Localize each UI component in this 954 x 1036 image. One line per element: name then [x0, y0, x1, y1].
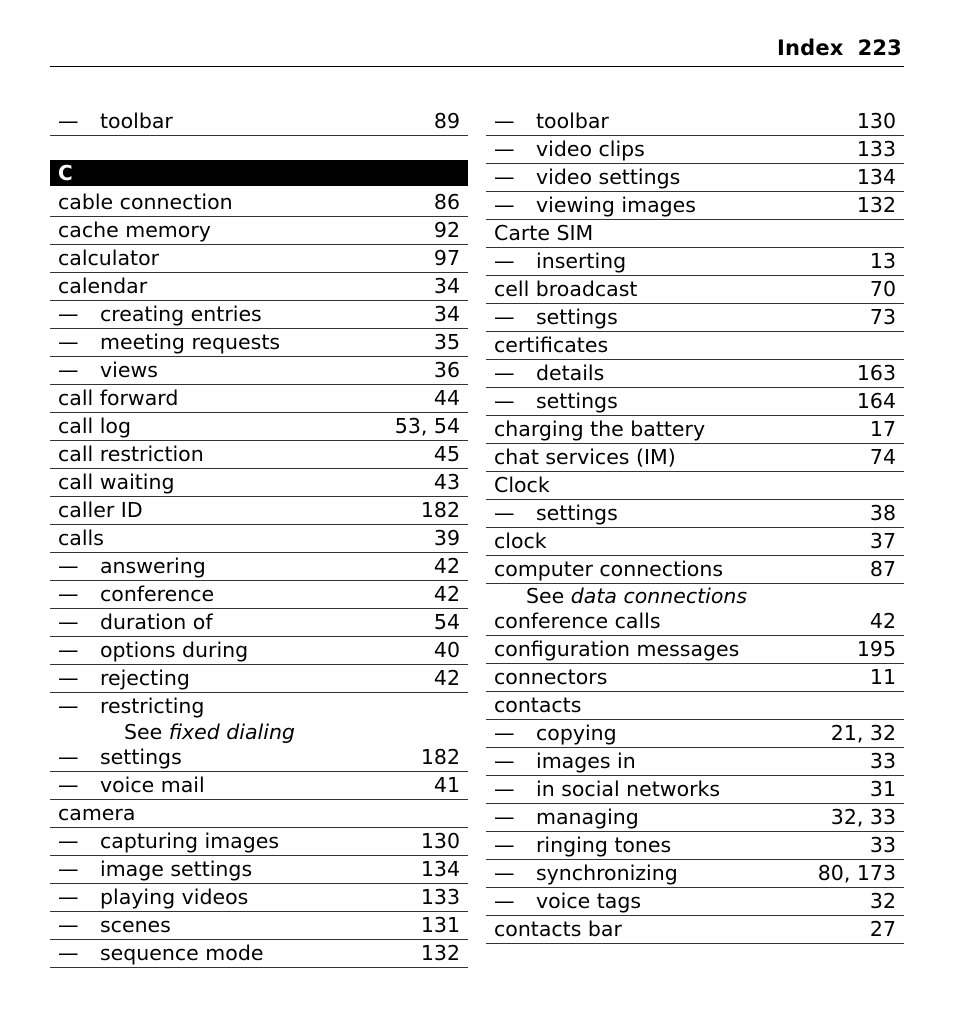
page-refs: 32, 33	[830, 805, 896, 829]
page-refs: 133	[420, 885, 460, 909]
index-term: conference	[100, 582, 215, 606]
page-refs: 130	[856, 109, 896, 133]
index-term: configuration messages	[494, 637, 740, 661]
subentry-dash: —	[58, 302, 79, 326]
page-refs: 70	[869, 277, 896, 301]
subentry-dash: —	[494, 777, 515, 801]
page-refs: 133	[856, 137, 896, 161]
index-term: in social networks	[536, 777, 721, 801]
index-subentry	[486, 388, 904, 416]
index-term: chat services (IM)	[494, 445, 676, 469]
index-term: charging the battery	[494, 417, 706, 441]
index-term: computer connections	[494, 557, 724, 581]
index-term: call waiting	[58, 470, 175, 494]
index-term: call forward	[58, 386, 179, 410]
page-refs: 130	[420, 829, 460, 853]
page-refs: 132	[856, 193, 896, 217]
index-subentry	[50, 329, 468, 357]
index-term: call restriction	[58, 442, 204, 466]
page-refs: 39	[433, 526, 460, 550]
index-term: cable connection	[58, 190, 233, 214]
page-number: 223	[857, 36, 902, 60]
index-term: voice tags	[536, 889, 642, 913]
index-term: Clock	[494, 473, 550, 497]
header-title: Index	[776, 36, 844, 60]
index-subentry	[50, 912, 468, 940]
page-refs: 164	[856, 389, 896, 413]
subentry-dash: —	[494, 137, 515, 161]
section-letter-bar: C	[50, 160, 468, 186]
index-subentry	[50, 772, 468, 800]
page-refs: 44	[433, 386, 460, 410]
index-entry	[486, 692, 904, 720]
page-refs: 132	[420, 941, 460, 965]
index-entry	[486, 528, 904, 556]
index-subentry	[486, 804, 904, 832]
index-subentry	[50, 856, 468, 884]
subentry-dash: —	[58, 941, 79, 965]
index-term: views	[100, 358, 158, 382]
see-reference	[486, 584, 904, 608]
index-term: meeting requests	[100, 330, 281, 354]
index-entry	[486, 636, 904, 664]
index-term: calendar	[58, 274, 148, 298]
subentry-dash: —	[494, 361, 515, 385]
page-refs: 13	[869, 249, 896, 273]
page-refs: 80, 173	[817, 861, 896, 885]
subentry-dash: —	[58, 582, 79, 606]
index-subentry	[486, 832, 904, 860]
index-entry	[50, 413, 468, 441]
index-entry	[50, 800, 468, 828]
subentry-dash: —	[494, 501, 515, 525]
index-term: copying	[536, 721, 617, 745]
index-term: toolbar	[536, 109, 609, 133]
page-refs: 38	[869, 501, 896, 525]
index-term: clock	[494, 529, 547, 553]
index-term: toolbar	[100, 109, 173, 133]
subentry-dash: —	[494, 805, 515, 829]
subentry-dash: —	[58, 666, 79, 690]
subentry-dash: —	[494, 193, 515, 217]
index-term: creating entries	[100, 302, 262, 326]
index-subentry	[50, 693, 468, 720]
page-refs: 34	[433, 302, 460, 326]
subentry-dash: —	[494, 889, 515, 913]
index-entry	[50, 273, 468, 301]
index-term: voice mail	[100, 773, 205, 797]
index-term: contacts bar	[494, 917, 622, 941]
index-term: connectors	[494, 665, 608, 689]
page-refs: 41	[433, 773, 460, 797]
index-term: cache memory	[58, 218, 211, 242]
index-term: conference calls	[494, 609, 661, 633]
page-header	[50, 34, 904, 67]
index-subentry	[486, 500, 904, 528]
header-text	[777, 36, 902, 60]
index-term: contacts	[494, 693, 582, 717]
subentry-dash: —	[58, 694, 79, 718]
see-prefix: See	[526, 584, 571, 608]
index-entry	[486, 556, 904, 584]
index-term: scenes	[100, 913, 171, 937]
index-entry	[486, 444, 904, 472]
index-subentry	[50, 357, 468, 385]
index-entry	[50, 189, 468, 217]
index-term: sequence mode	[100, 941, 264, 965]
index-subentry	[486, 108, 904, 136]
index-term: settings	[536, 305, 618, 329]
subentry-dash: —	[58, 857, 79, 881]
index-entry	[486, 332, 904, 360]
index-term: details	[536, 361, 605, 385]
page-refs: 53, 54	[394, 414, 460, 438]
index-subentry	[486, 748, 904, 776]
page-refs: 92	[433, 218, 460, 242]
index-entry	[486, 916, 904, 944]
index-term: image settings	[100, 857, 253, 881]
index-term: answering	[100, 554, 206, 578]
index-term: images in	[536, 749, 636, 773]
index-entry	[50, 441, 468, 469]
index-entry	[50, 497, 468, 525]
page-refs: 17	[869, 417, 896, 441]
index-entry	[486, 220, 904, 248]
page-refs: 42	[433, 554, 460, 578]
page-refs: 134	[856, 165, 896, 189]
index-subentry	[50, 637, 468, 665]
index-term: settings	[536, 389, 618, 413]
index-subentry	[50, 581, 468, 609]
page-refs: 87	[869, 557, 896, 581]
index-entry	[486, 416, 904, 444]
index-entry	[50, 108, 468, 136]
page-refs: 37	[869, 529, 896, 553]
index-term: restricting	[100, 694, 205, 718]
index-subentry	[486, 136, 904, 164]
index-subentry	[50, 940, 468, 968]
index-subentry	[50, 828, 468, 856]
page-refs: 134	[420, 857, 460, 881]
index-term: camera	[58, 801, 136, 825]
subentry-dash: —	[494, 109, 515, 133]
subentry-dash: —	[58, 109, 79, 133]
index-entry	[486, 664, 904, 692]
section-spacer	[50, 136, 468, 160]
index-entry	[486, 608, 904, 636]
index-subentry	[486, 360, 904, 388]
subentry-dash: —	[494, 305, 515, 329]
subentry-dash: —	[494, 249, 515, 273]
see-target: fixed dialing	[168, 720, 295, 744]
index-column-left	[50, 108, 468, 968]
index-subentry	[486, 192, 904, 220]
page-refs: 27	[869, 917, 896, 941]
index-subentry	[486, 304, 904, 332]
index-subentry	[486, 248, 904, 276]
page-refs: 86	[433, 190, 460, 214]
index-term: settings	[100, 745, 182, 769]
subentry-dash: —	[58, 610, 79, 634]
see-prefix: See	[124, 720, 169, 744]
index-subentry	[50, 665, 468, 693]
see-target: data connections	[570, 584, 748, 608]
subentry-dash: —	[58, 358, 79, 382]
index-term: ringing tones	[536, 833, 672, 857]
page-refs: 73	[869, 305, 896, 329]
index-entry	[50, 525, 468, 553]
index-term: certificates	[494, 333, 609, 357]
subentry-dash: —	[58, 913, 79, 937]
page-refs: 54	[433, 610, 460, 634]
index-entry	[50, 385, 468, 413]
subentry-dash: —	[494, 389, 515, 413]
page-refs: 32	[869, 889, 896, 913]
index-column-right	[486, 108, 904, 944]
index-subentry	[486, 860, 904, 888]
index-term: synchronizing	[536, 861, 678, 885]
index-term: capturing images	[100, 829, 280, 853]
page-refs: 97	[433, 246, 460, 270]
page-refs: 36	[433, 358, 460, 382]
index-term: viewing images	[536, 193, 696, 217]
index-entry	[486, 472, 904, 500]
page-refs: 43	[433, 470, 460, 494]
index-subentry	[50, 301, 468, 329]
index-entries-right	[486, 108, 904, 944]
page-refs: 45	[433, 442, 460, 466]
index-term: calculator	[58, 246, 160, 270]
page-refs: 40	[433, 638, 460, 662]
index-subentry	[50, 553, 468, 581]
index-term: call log	[58, 414, 131, 438]
index-term: settings	[536, 501, 618, 525]
index-subentry	[50, 744, 468, 772]
subentry-dash: —	[494, 833, 515, 857]
page-refs: 42	[869, 609, 896, 633]
index-entry	[486, 276, 904, 304]
index-term: cell broadcast	[494, 277, 638, 301]
index-term: inserting	[536, 249, 627, 273]
page-refs: 11	[869, 665, 896, 689]
page-refs: 163	[856, 361, 896, 385]
subentry-dash: —	[58, 773, 79, 797]
index-term: video settings	[536, 165, 681, 189]
index-subentry	[50, 884, 468, 912]
index-subentry	[486, 164, 904, 192]
subentry-dash: —	[494, 721, 515, 745]
see-reference	[50, 720, 468, 744]
index-subentry	[486, 720, 904, 748]
page-refs: 34	[433, 274, 460, 298]
page-refs: 182	[420, 498, 460, 522]
index-term: rejecting	[100, 666, 190, 690]
subentry-dash: —	[58, 745, 79, 769]
page-refs: 35	[433, 330, 460, 354]
index-entry	[50, 245, 468, 273]
index-subentry	[486, 888, 904, 916]
page-refs: 89	[433, 109, 460, 133]
index-entry	[50, 469, 468, 497]
page-refs: 131	[420, 913, 460, 937]
index-term: options during	[100, 638, 249, 662]
page-refs: 31	[869, 777, 896, 801]
page-refs: 21, 32	[830, 721, 896, 745]
index-term: playing videos	[100, 885, 249, 909]
subentry-dash: —	[58, 330, 79, 354]
page-refs: 33	[869, 833, 896, 857]
page-refs: 42	[433, 666, 460, 690]
subentry-dash: —	[494, 165, 515, 189]
subentry-dash: —	[58, 829, 79, 853]
subentry-dash: —	[494, 861, 515, 885]
index-term: calls	[58, 526, 104, 550]
index-term: video clips	[536, 137, 645, 161]
index-entry	[50, 217, 468, 245]
page-refs: 74	[869, 445, 896, 469]
subentry-dash: —	[58, 554, 79, 578]
page-refs: 195	[856, 637, 896, 661]
page-refs: 182	[420, 745, 460, 769]
index-term: Carte SIM	[494, 221, 594, 245]
index-entries-left	[50, 189, 468, 968]
index-term: caller ID	[58, 498, 143, 522]
page-refs: 42	[433, 582, 460, 606]
index-term: managing	[536, 805, 639, 829]
index-subentry	[50, 609, 468, 637]
page-refs: 33	[869, 749, 896, 773]
index-subentry	[486, 776, 904, 804]
subentry-dash: —	[58, 885, 79, 909]
index-term: duration of	[100, 610, 213, 634]
subentry-dash: —	[58, 638, 79, 662]
subentry-dash: —	[494, 749, 515, 773]
